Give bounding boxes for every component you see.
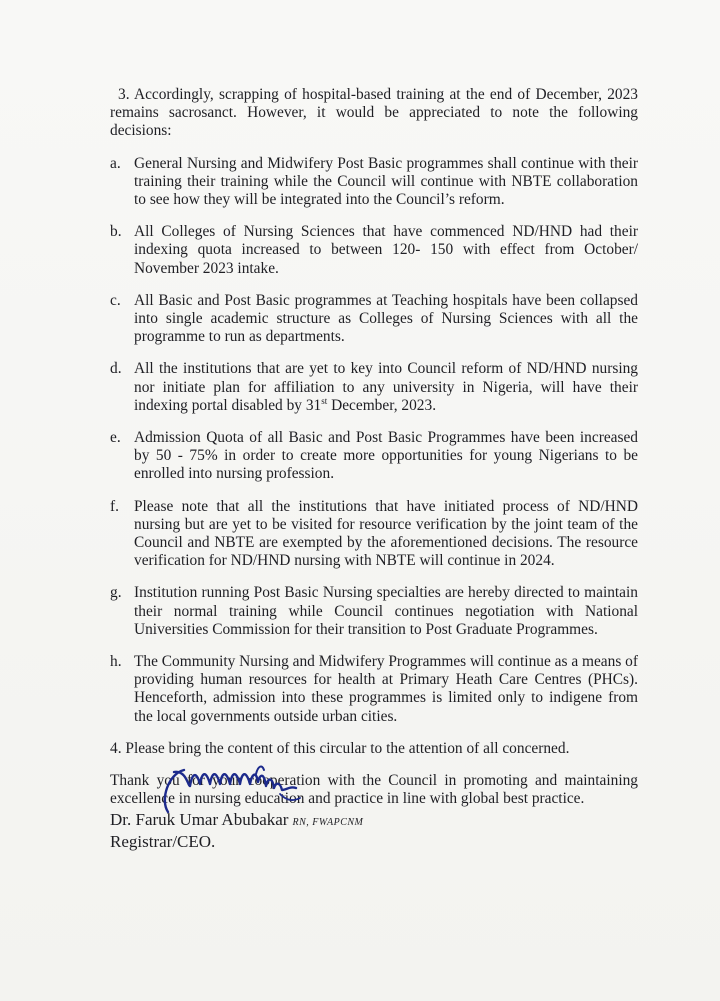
circular-body (110, 86, 638, 823)
decision-item-a (110, 155, 638, 210)
item-marker: a. (110, 154, 121, 172)
decision-item-f (110, 498, 638, 571)
item-text: Please note that all the institutions that have initiated process of ND/HND nursing but are yet to be visited for resource verification by the joint team of the Council and NBTE are exempted by the aforementioned decisions. The resource verification for ND/HND nursing with NBTE will continue in 2024. (134, 497, 638, 570)
decision-item-b (110, 223, 638, 278)
item-text: General Nursing and Midwifery Post Basic programmes shall continue with their training their training while the Council will continue with NBTE collaboration to see how they will be integrated into the Council’s reform. (134, 154, 638, 209)
paragraph-3: 3. Accordingly, scrapping of hospital-based training at the end of December, 2023 remains sacrosanct. However, it would be appreciated to note the following decisions: (110, 86, 638, 140)
closing-paragraph: Thank you for your cooperation with the Council in promoting and maintaining excellence in nursing education and practice in line with global best practice. (110, 772, 638, 808)
item-text: Institution running Post Basic Nursing specialties are hereby directed to maintain their normal training while Council continues negotiation with National Universities Commission for their transition to Post Graduate Programmes. (134, 584, 638, 638)
item-marker: f. (110, 497, 119, 515)
signatory-name (110, 810, 363, 830)
item-marker: d. (110, 360, 122, 378)
ordinal-suffix: st (321, 395, 328, 406)
decision-item-h (110, 653, 638, 726)
item-text-before: All the institutions that are yet to key into Council reform of ND/HND nursing nor initiate plan for affiliation to any university in Nigeria, will have their indexing portal disabled by 31 (134, 360, 638, 414)
item-text: All Basic and Post Basic programmes at Teaching hospitals have been collapsed into single academic structure as Colleges of Nursing Sciences with all the programme to run as departments. (134, 291, 638, 346)
item-marker: g. (110, 584, 122, 602)
paragraph-4: 4. Please bring the content of this circular to the attention of all concerned. (110, 739, 570, 757)
item-text (134, 360, 638, 413)
item-text: All Colleges of Nursing Sciences that have commenced ND/HND had their indexing quota increased to between 120- 150 with effect from October/ November 2023 intake. (134, 223, 638, 277)
item-text-after: December, 2023. (327, 396, 437, 414)
decision-item-e (110, 429, 638, 484)
signatory-credentials: RN, FWAPCNM (292, 817, 364, 828)
item-marker: b. (110, 223, 122, 241)
item-text: The Community Nursing and Midwifery Programmes will continue as a means of providing human resources for health at Primary Heath Care Centres (PHCs). Henceforth, admission into these programmes is limited only to indigene from the local governments outside urban cities. (134, 653, 638, 725)
decision-item-d (110, 360, 638, 415)
item-marker: e. (110, 429, 121, 447)
item-marker: h. (110, 653, 122, 671)
signatory-name-text: Dr. Faruk Umar Abubakar (110, 810, 289, 829)
item-marker: c. (110, 291, 121, 309)
decisions-list (110, 155, 638, 726)
decision-item-c (110, 292, 638, 347)
signatory-title: Registrar/CEO. (110, 832, 216, 851)
decision-item-g (110, 584, 638, 639)
item-text: Admission Quota of all Basic and Post Basic Programmes have been increased by 50 - 75% in order to create more opportunities for young Nigerians to be enrolled into nursing profession. (134, 429, 638, 483)
